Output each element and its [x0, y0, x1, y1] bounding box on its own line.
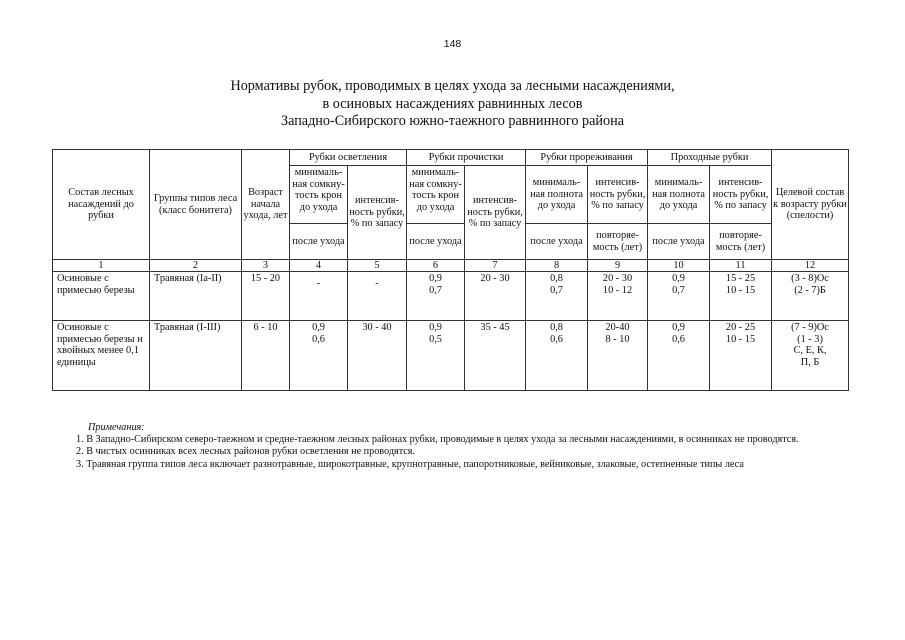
notes	[62, 422, 848, 471]
target-line: П, Б	[800, 356, 820, 368]
composition-cell: Осиновые с примесью березы	[53, 272, 150, 321]
target-line: (2 - 7)Б	[794, 284, 826, 296]
intensity-cleaning-cell: 35 - 45	[465, 321, 526, 391]
repeat-value: 10 - 15	[725, 333, 756, 345]
header-composition: Состав лесных насаждений до рубки	[53, 150, 150, 260]
intensity-value: 20 - 25	[725, 322, 756, 333]
header-after-care-cleaning: после ухода	[407, 224, 465, 260]
intensity-lightening-cell: 30 - 40	[348, 321, 407, 391]
repeat-value: 10 - 15	[725, 284, 756, 296]
note-item: 3. Травяная группа типов леса включает разнотравные, широкотравные, крупнотравные, папоротниковые, вейниковые, злаковые, остепненные типы леса	[76, 458, 744, 470]
after-value: 0,5	[429, 333, 442, 345]
document-title	[0, 78, 905, 131]
header-after-care-thinning: после ухода	[526, 224, 588, 260]
column-number: 10	[648, 260, 710, 272]
forest-group-cell: Травяная (I-III)	[150, 321, 242, 391]
header-intensity-passing: интенсив-ность рубки, % по запасу	[710, 166, 772, 224]
column-number: 4	[290, 260, 348, 272]
intensity-lightening-cell: -	[348, 272, 407, 321]
after-value: 0,7	[672, 284, 685, 296]
title-line-2: в осиновых насаждениях равнинных лесов	[322, 95, 583, 112]
page-number: 148	[443, 38, 462, 50]
title-line-3: Западно-Сибирского южно-таежного равнинного района	[280, 113, 624, 129]
header-start-age: Возраст начала ухода, лет	[242, 150, 290, 260]
column-number: 7	[465, 260, 526, 272]
start-age-cell: 15 - 20	[242, 272, 290, 321]
column-number: 1	[53, 260, 150, 272]
min-density-thinning-cell	[526, 321, 588, 391]
target-line: С, Е, К,	[793, 345, 827, 357]
after-value: 0,7	[429, 284, 442, 296]
before-value: 0,8	[550, 322, 563, 333]
min-closure-lightening-cell: -	[290, 272, 348, 321]
header-forest-groups: Группы типов леса (класс бонитета)	[150, 150, 242, 260]
column-number: 8	[526, 260, 588, 272]
before-value: 0,9	[312, 322, 325, 333]
after-value: 0,6	[672, 333, 685, 345]
repeat-value: 8 - 10	[605, 333, 630, 345]
min-density-thinning-cell	[526, 272, 588, 321]
before-value: 0,9	[672, 273, 685, 284]
header-intensity-thinning: интенсив-ность рубки, % по запасу	[588, 166, 648, 224]
notes-heading: Примечания:	[88, 422, 145, 433]
column-number: 9	[588, 260, 648, 272]
intensity-value: 20-40	[605, 322, 630, 333]
header-intensity-cleaning: интенсив-ность рубки, % по запасу	[465, 166, 526, 260]
intensity-value: 20 - 30	[602, 273, 633, 284]
after-value: 0,6	[312, 333, 325, 345]
target-line: (7 - 9)Ос	[791, 322, 829, 333]
header-min-closure-lightening: минималь-ная сомкну-тость крон до ухода	[290, 166, 348, 224]
column-number: 6	[407, 260, 465, 272]
intensity-passing-cell	[710, 321, 772, 391]
before-value: 0,9	[672, 322, 685, 333]
forest-group-cell: Травяная (Iа-II)	[150, 272, 242, 321]
header-repeat-passing: повторяе-мость (лет)	[710, 224, 772, 260]
intensity-passing-cell	[710, 272, 772, 321]
column-number: 2	[150, 260, 242, 272]
column-number: 11	[710, 260, 772, 272]
note-item: 1. В Западно-Сибирском северо-таежном и средне-таежном лесных районах рубки, проводимые в целях ухода за лесными насаждениями, в осинниках не проводятся.	[76, 434, 799, 446]
header-after-care-lightening: после ухода	[290, 224, 348, 260]
target-line: (1 - 3)	[797, 333, 823, 345]
header-lightening: Рубки осветления	[290, 150, 407, 166]
table-row	[53, 321, 849, 391]
min-density-passing-cell	[648, 321, 710, 391]
title-line-1: Нормативы рубок, проводимых в целях ухода за лесными насаждениями,	[230, 78, 675, 94]
column-number-row	[53, 260, 849, 272]
min-density-passing-cell	[648, 272, 710, 321]
header-thinning: Рубки прореживания	[526, 150, 648, 166]
header-min-density-thinning: минималь-ная полнота до ухода	[526, 166, 588, 224]
target-composition-cell	[772, 272, 849, 321]
after-value: 0,7	[550, 284, 563, 296]
header-passing: Проходные рубки	[648, 150, 772, 166]
header-cleaning: Рубки прочистки	[407, 150, 526, 166]
column-number: 3	[242, 260, 290, 272]
after-value: 0,6	[550, 333, 563, 345]
target-line: (3 - 8)Ос	[791, 273, 829, 284]
norms-table	[52, 149, 849, 391]
intensity-thinning-cell	[588, 272, 648, 321]
header-after-care-passing: после ухода	[648, 224, 710, 260]
header-target-composition: Целевой состав к возрасту рубки (спелости)	[772, 150, 849, 260]
table-row	[53, 272, 849, 321]
header-min-density-passing: минималь-ная полнота до ухода	[648, 166, 710, 224]
target-composition-cell	[772, 321, 849, 391]
intensity-value: 15 - 25	[725, 273, 756, 284]
min-closure-lightening-cell	[290, 321, 348, 391]
column-number: 5	[348, 260, 407, 272]
note-item: 2. В чистых осинниках всех лесных районов рубки осветления не проводятся.	[76, 446, 416, 458]
before-value: 0,9	[429, 273, 442, 284]
header-repeat-thinning: повторяе-мость (лет)	[588, 224, 648, 260]
intensity-thinning-cell	[588, 321, 648, 391]
before-value: 0,8	[550, 273, 563, 284]
before-value: 0,9	[429, 322, 442, 333]
header-intensity-lightening: интенсив-ность рубки, % по запасу	[348, 166, 407, 260]
header-min-closure-cleaning: минималь-ная сомкну-тость крон до ухода	[407, 166, 465, 224]
column-number: 12	[772, 260, 849, 272]
min-closure-cleaning-cell	[407, 272, 465, 321]
start-age-cell: 6 - 10	[242, 321, 290, 391]
intensity-cleaning-cell: 20 - 30	[465, 272, 526, 321]
repeat-value: 10 - 12	[602, 284, 633, 296]
min-closure-cleaning-cell	[407, 321, 465, 391]
composition-cell: Осиновые с примесью березы и хвойных менее 0,1 единицы	[53, 321, 150, 391]
